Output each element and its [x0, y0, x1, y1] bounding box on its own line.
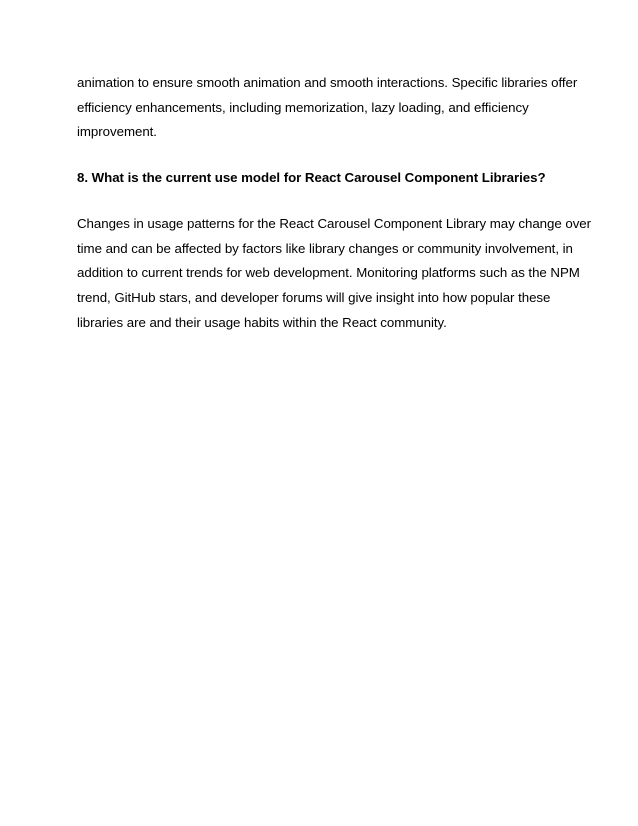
paragraph-line: Changes in usage patterns for the React Carousel Component Library may change over: [77, 215, 592, 231]
paragraph-line: time and can be affected by factors like library changes or community involvement, in: [77, 240, 573, 256]
paragraph-line: animation to ensure smooth animation and smooth interactions. Specific libraries offer: [77, 75, 578, 90]
paragraph-line: libraries are and their usage habits within the React community.: [77, 314, 447, 330]
paragraph-line: improvement.: [77, 124, 157, 140]
paragraph-usage-model: [77, 212, 592, 336]
paragraph-performance: [77, 71, 578, 145]
paragraph-line: trend, GitHub stars, and developer forums will give insight into how popular these: [77, 289, 551, 305]
document-content: [77, 71, 592, 335]
section-heading: 8. What is the current use model for React Carousel Component Libraries?: [77, 170, 546, 186]
paragraph-line: addition to current trends for web development. Monitoring platforms such as the NPM: [77, 265, 580, 281]
paragraph-line: efficiency enhancements, including memorization, lazy loading, and efficiency: [77, 99, 529, 115]
